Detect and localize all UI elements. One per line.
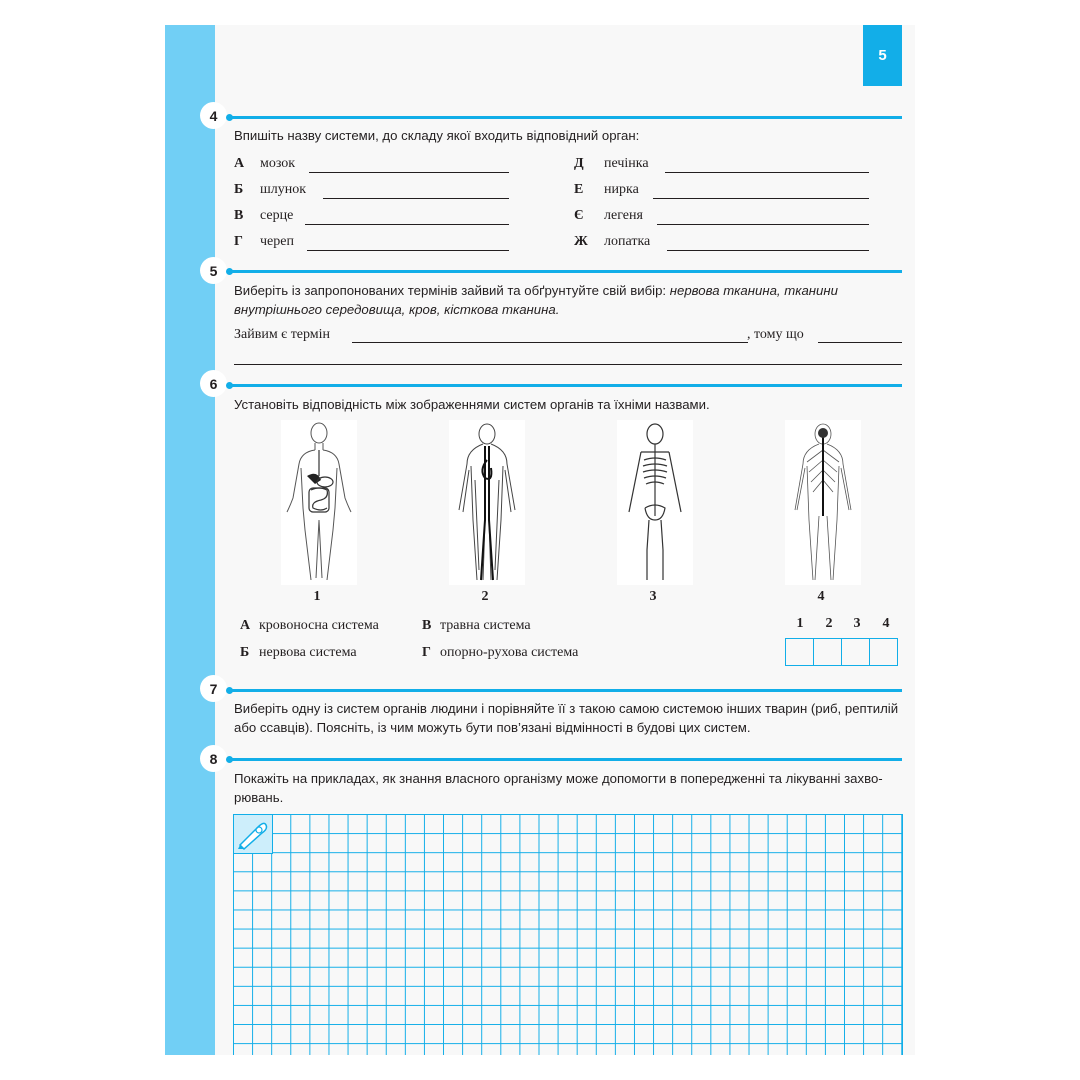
answer-cell-4[interactable] [870, 639, 898, 666]
question-4-prompt: Впишіть назву системи, до складу якої входить відповідний орган: [234, 128, 640, 143]
question-5-answer-start: Зайвим є термін [234, 327, 331, 342]
question-5-prompt: Виберіть із запропонованих термінів зайвий та обґрунтуйте свій вибір: нервова тканина, тканини [234, 283, 838, 298]
option-b: Б нервова система [240, 645, 357, 660]
answer-item-e: Е нирка [574, 182, 639, 197]
pencil-icon [233, 814, 273, 854]
grid-header-1: 1 [796, 616, 804, 631]
answer-line[interactable] [323, 198, 509, 199]
answer-line[interactable] [305, 224, 509, 225]
question-divider [232, 270, 902, 273]
option-a: А кровоносна система [240, 618, 379, 633]
option-g: Г опорно-рухова система [422, 645, 579, 660]
question-6-prompt: Установіть відповідність між зображеннями систем органів та їхніми назвами. [234, 397, 710, 412]
answer-cell-2[interactable] [814, 639, 842, 666]
grid-header-2: 2 [825, 616, 833, 631]
answer-line[interactable] [653, 198, 869, 199]
question-number-5: 5 [200, 257, 227, 284]
page-number: 5 [863, 25, 902, 86]
answer-item-d: Д печінка [574, 156, 649, 171]
answer-line[interactable] [657, 224, 869, 225]
nervous-system-figure [785, 420, 861, 585]
answer-item-g: Г череп [234, 234, 294, 249]
answer-line[interactable] [665, 172, 869, 173]
grid-header-3: 3 [853, 616, 861, 631]
page-sidebar [165, 25, 215, 1055]
figure-label-2: 2 [481, 589, 489, 604]
question-divider [232, 689, 902, 692]
question-number-6: 6 [200, 370, 227, 397]
digestive-system-figure [281, 420, 357, 585]
answer-item-a: А мозок [234, 156, 296, 171]
answer-line[interactable] [352, 342, 748, 343]
question-7-line-1: Виберіть одну із систем органів людини і порівняйте її з такою самою системою інших тварин (риб, рептилій [234, 701, 899, 716]
circulatory-system-figure [449, 420, 525, 585]
figure-label-1: 1 [313, 589, 321, 604]
answer-line[interactable] [309, 172, 509, 173]
answer-item-v: В серце [234, 208, 294, 223]
option-v: В травна система [422, 618, 531, 633]
figure-label-3: 3 [649, 589, 657, 604]
answer-grid [785, 638, 898, 666]
question-8-line-1: Покажіть на прикладах, як знання власного організму може допомогти в попередженні та лікуванні захво- [234, 771, 883, 786]
answer-item-ye: Є легеня [574, 208, 643, 223]
answer-cell-1[interactable] [786, 639, 814, 666]
grid-header-4: 4 [882, 616, 890, 631]
question-number-7: 7 [200, 675, 227, 702]
skeletal-system-figure [617, 420, 693, 585]
question-number-8: 8 [200, 745, 227, 772]
question-5-answer-mid: , тому що [747, 327, 804, 342]
answer-line[interactable] [818, 342, 902, 343]
question-divider [232, 384, 902, 387]
answer-line[interactable] [234, 364, 902, 365]
question-8-line-2: рювань. [234, 790, 284, 805]
answer-grid-area[interactable] [233, 814, 903, 1055]
answer-item-b: Б шлунок [234, 182, 307, 197]
question-7-line-2: або ссавців). Поясніть, із чим можуть бути пов’язані відмінності в будові цих систем. [234, 720, 751, 735]
figure-label-4: 4 [817, 589, 825, 604]
question-divider [232, 758, 902, 761]
answer-line[interactable] [307, 250, 509, 251]
question-5-terms: внутрішнього середовища, кров, кісткова тканина. [234, 302, 560, 317]
answer-item-zh: Ж лопатка [574, 234, 651, 249]
answer-line[interactable] [667, 250, 869, 251]
question-divider [232, 116, 902, 119]
answer-cell-3[interactable] [842, 639, 870, 666]
question-number-4: 4 [200, 102, 227, 129]
